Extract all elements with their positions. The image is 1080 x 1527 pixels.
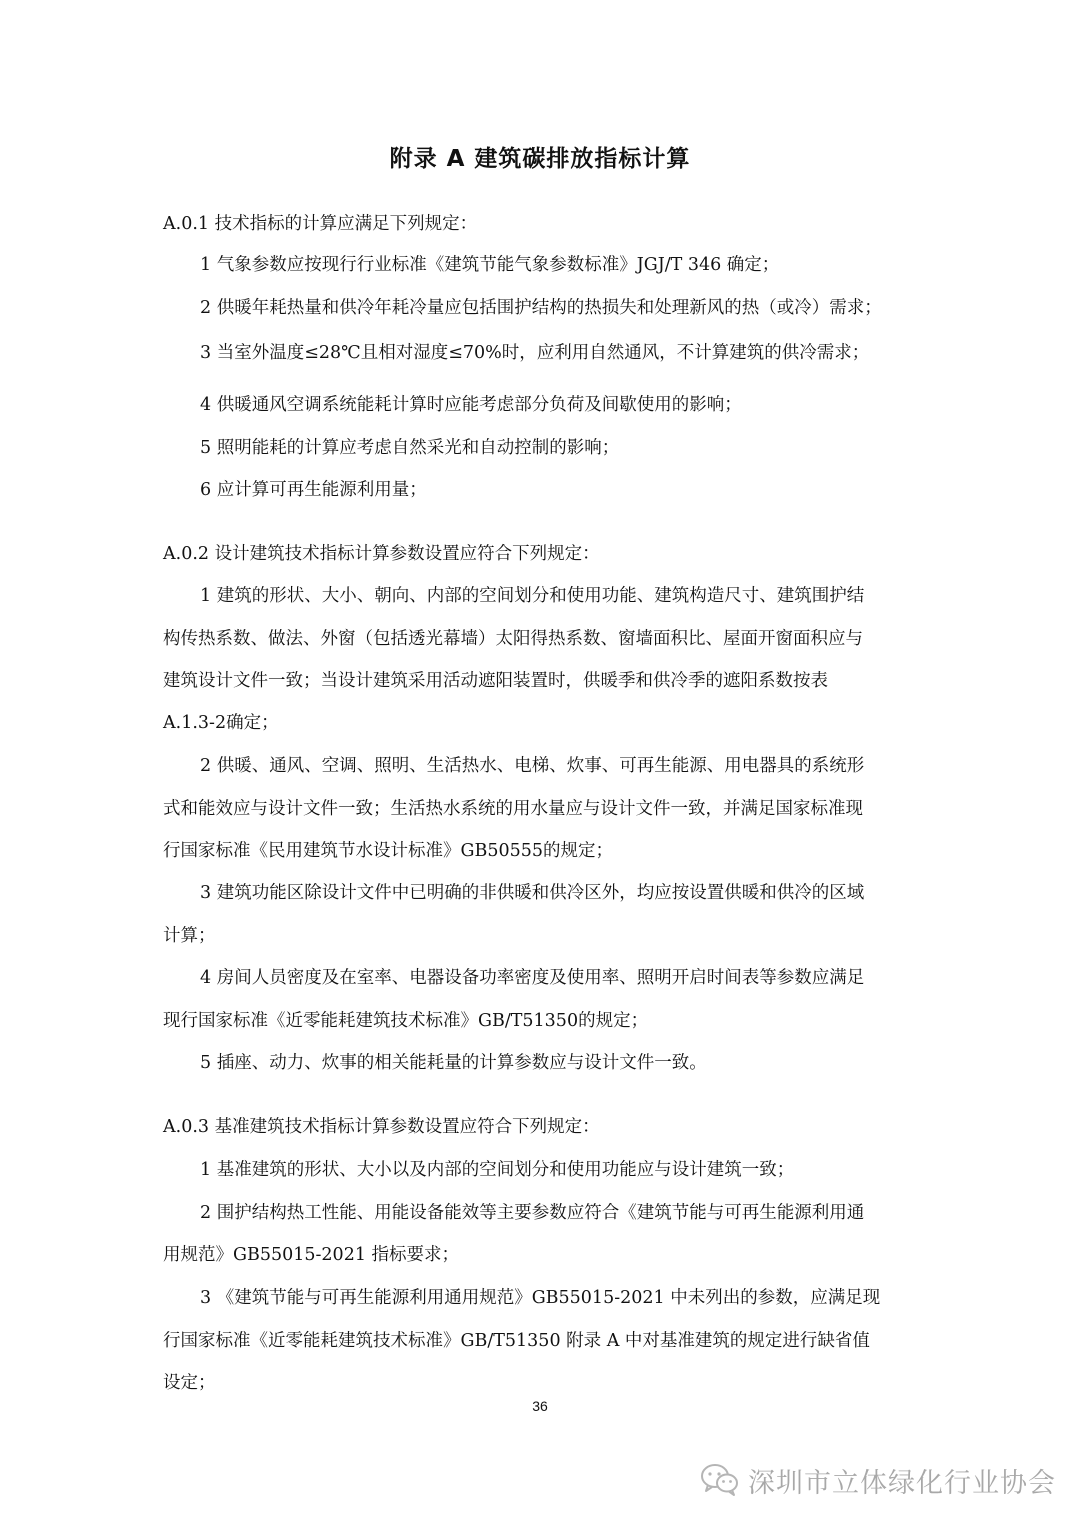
wechat-icon bbox=[700, 1462, 740, 1498]
clause-a03-line: 2 围护结构热工性能、用能设备能效等主要参数应符合《建筑节能与可再生能源利用通 bbox=[200, 1203, 865, 1223]
clause-a02-line: 2 供暖、通风、空调、照明、生活热水、电梯、炊事、可再生能源、用电器具的系统形 bbox=[200, 756, 865, 776]
clause-a02-line: 行国家标准《民用建筑节水设计标准》GB50555的规定； bbox=[163, 841, 614, 861]
clause-a02-line: 4 房间人员密度及在室率、电器设备功率密度及使用率、照明开启时间表等参数应满足 bbox=[200, 968, 865, 988]
clause-a03-line: 设定； bbox=[163, 1373, 216, 1393]
clause-a03-line: 用规范》GB55015-2021 指标要求； bbox=[163, 1245, 460, 1265]
clause-a02-line: 现行国家标准《近零能耗建筑技术标准》GB/T51350的规定； bbox=[163, 1011, 649, 1031]
clause-a01-6: 6 应计算可再生能源利用量； bbox=[200, 480, 427, 500]
watermark-text: 深圳市立体绿化行业协会 bbox=[748, 1467, 1056, 1499]
clause-a02-line: 构传热系数、做法、外窗（包括透光幕墙）太阳得热系数、窗墙面积比、屋面开窗面积应与 bbox=[163, 629, 863, 649]
clause-a01-1: 1 气象参数应按现行行业标准《建筑节能气象参数标准》JGJ/T 346 确定； bbox=[200, 255, 780, 275]
section-heading-a03: A.0.3 基准建筑技术指标计算参数设置应符合下列规定： bbox=[163, 1117, 600, 1137]
clause-a03-line: 3 《建筑节能与可再生能源利用通用规范》GB55015-2021 中未列出的参数，应满足现 bbox=[200, 1288, 881, 1308]
clause-a02-line: 3 建筑功能区除设计文件中已明确的非供暖和供冷区外，均应按设置供暖和供冷的区域 bbox=[200, 883, 865, 903]
clause-a02-line: 计算； bbox=[163, 926, 216, 946]
clause-a02-line: 5 插座、动力、炊事的相关能耗量的计算参数应与设计文件一致。 bbox=[200, 1053, 707, 1073]
clause-a03-line: 1 基准建筑的形状、大小以及内部的空间划分和使用功能应与设计建筑一致； bbox=[200, 1160, 795, 1180]
clause-a03-line: 行国家标准《近零能耗建筑技术标准》GB/T51350 附录 A 中对基准建筑的规定进行缺省值 bbox=[163, 1331, 870, 1351]
clause-a01-3: 3 当室外温度≤28℃且相对湿度≤70%时，应利用自然通风，不计算建筑的供冷需求； bbox=[200, 343, 870, 363]
clause-a02-line: 建筑设计文件一致；当设计建筑采用活动遮阳装置时，供暖季和供冷季的遮阳系数按表 bbox=[163, 671, 828, 691]
section-heading-a02: A.0.2 设计建筑技术指标计算参数设置应符合下列规定： bbox=[163, 544, 600, 564]
clause-a02-line: A.1.3-2确定； bbox=[163, 713, 279, 733]
watermark bbox=[700, 1458, 1056, 1502]
clause-a01-2: 2 供暖年耗热量和供冷年耗冷量应包括围护结构的热损失和处理新风的热（或冷）需求； bbox=[200, 298, 882, 318]
page-title: 附录 A 建筑碳排放指标计算 bbox=[389, 146, 691, 172]
clause-a02-line: 式和能效应与设计文件一致；生活热水系统的用水量应与设计文件一致，并满足国家标准现 bbox=[163, 799, 863, 819]
clause-a01-5: 5 照明能耗的计算应考虑自然采光和自动控制的影响； bbox=[200, 438, 620, 458]
clause-a01-4: 4 供暖通风空调系统能耗计算时应能考虑部分负荷及间歇使用的影响； bbox=[200, 395, 742, 415]
clause-a02-line: 1 建筑的形状、大小、朝向、内部的空间划分和使用功能、建筑构造尺寸、建筑围护结 bbox=[200, 586, 865, 606]
page-number: 36 bbox=[532, 1398, 548, 1414]
section-heading-a01: A.0.1 技术指标的计算应满足下列规定： bbox=[163, 214, 478, 234]
